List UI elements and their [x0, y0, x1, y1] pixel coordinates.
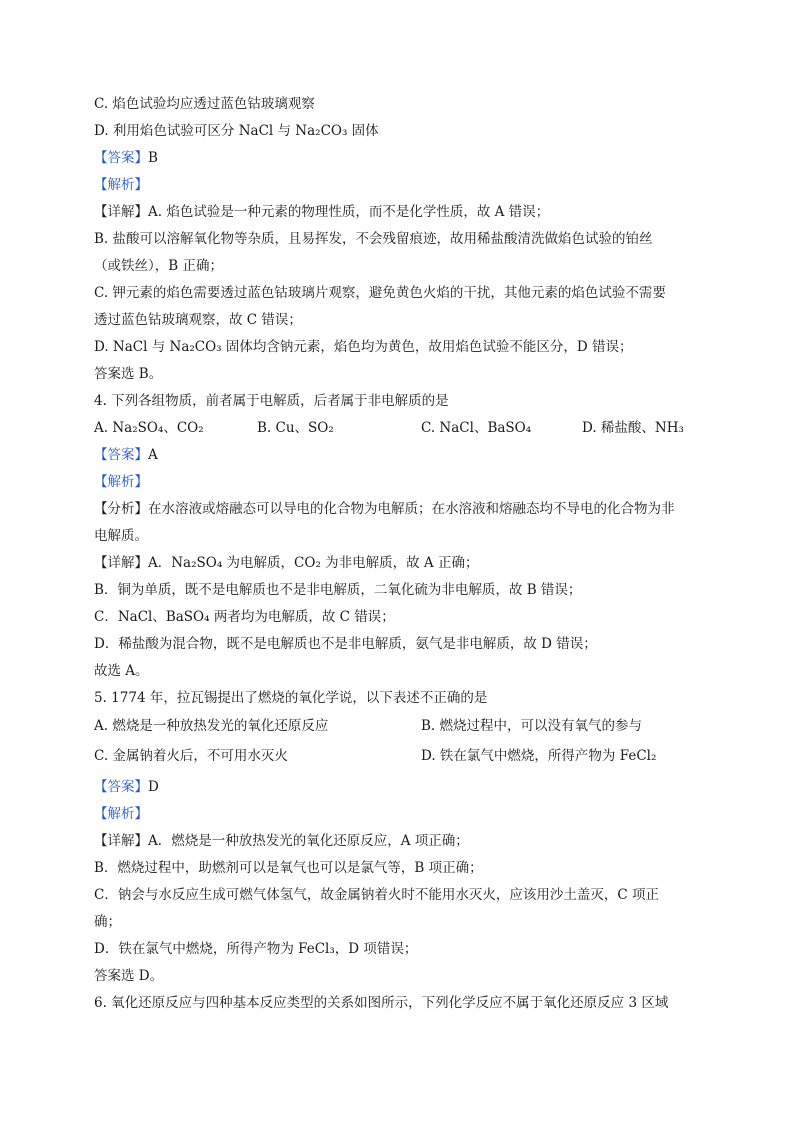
q4-option-c: C. NaCl、BaSO₄	[421, 420, 532, 436]
answer-value: B	[148, 150, 158, 166]
detail-text: A. 焰色试验是一种元素的物理性质，而不是化学性质，故 A 错误；	[148, 204, 550, 220]
q4-stem: 4. 下列各组物质，前者属于电解质，后者属于非电解质的是	[94, 393, 449, 409]
answer-value: A	[148, 447, 158, 463]
q5-stem: 5. 1774 年，拉瓦锡提出了燃烧的氧化学说，以下表述不正确的是	[94, 690, 488, 706]
q5-detail-1	[94, 831, 469, 851]
q4-option-d: D. 稀盐酸、NH₃	[582, 420, 684, 436]
q5-answer	[94, 777, 159, 797]
q5-detail-3: C．钠会与水反应生成可燃气体氢气，故金属钠着火时不能用水灭火，应该用沙土盖灭，C 项正	[94, 887, 659, 903]
q4-analysis-tag: 【解析】	[94, 474, 148, 490]
q5-option-c: C. 金属钠着火后，不可用水灭火	[94, 748, 288, 764]
q5-detail-2: B．燃烧过程中，助燃剂可以是氧气也可以是氯气等，B 项正确；	[94, 860, 483, 876]
q4-answer	[94, 445, 158, 465]
q4-option-b: B. Cu、SO₂	[257, 420, 334, 436]
detail-text: A．燃烧是一种放热发光的氧化还原反应，A 项正确；	[148, 833, 469, 849]
q6-stem: 6. 氧化还原反应与四种基本反应类型的关系如图所示，下列化学反应不属于氧化还原反应 3 区域	[94, 995, 669, 1011]
q5-option-d: D. 铁在氯气中燃烧，所得产物为 FeCl₂	[421, 748, 657, 764]
q4-detail-2: B．铜为单质，既不是电解质也不是非电解质，二氧化硫为非电解质，故 B 错误；	[94, 582, 582, 598]
detail-tag: 【详解】	[94, 204, 148, 220]
q3-answer	[94, 148, 158, 168]
answer-value: D	[148, 779, 159, 795]
q4-choose: 故选 A。	[94, 663, 149, 679]
q4-detail-3: C．NaCl、BaSO₄ 两者均为电解质，故 C 错误；	[94, 609, 395, 625]
detail-tag: 【详解】	[94, 555, 148, 571]
q3-choose: 答案选 B。	[94, 366, 163, 382]
q3-analysis-tag: 【解析】	[94, 177, 148, 193]
q4-option-a: A. Na₂SO₄、CO₂	[94, 420, 204, 436]
q3-detail-1	[94, 202, 549, 222]
analyze-text: 在水溶液或熔融态可以导电的化合物为电解质；在水溶液和熔融态均不导电的化合物为非	[148, 501, 675, 517]
q4-analyze-1	[94, 499, 675, 519]
q3-detail-5: 透过蓝色钴玻璃观察，故 C 错误；	[94, 312, 302, 328]
q4-detail-4: D．稀盐酸为混合物，既不是电解质也不是非电解质，氨气是非电解质，故 D 错误；	[94, 636, 597, 652]
q3-detail-6: D. NaCl 与 Na₂CO₃ 固体均含钠元素，焰色均为黄色，故用焰色试验不能区分，D 错误；	[94, 339, 633, 355]
q5-option-b: B. 燃烧过程中，可以没有氧气的参与	[421, 718, 643, 734]
answer-tag: 【答案】	[94, 447, 148, 463]
q5-choose: 答案选 D。	[94, 968, 164, 984]
q5-analysis-tag: 【解析】	[94, 806, 148, 822]
q4-analyze-2: 电解质。	[94, 528, 148, 544]
q3-detail-4: C. 钾元素的焰色需要透过蓝色钴玻璃片观察，避免黄色火焰的干扰，其他元素的焰色试验不需要	[94, 285, 666, 301]
q3-option-d: D. 利用焰色试验可区分 NaCl 与 Na₂CO₃ 固体	[94, 123, 379, 139]
q5-detail-4: 确；	[94, 914, 121, 930]
q3-detail-2: B. 盐酸可以溶解氧化物等杂质，且易挥发，不会残留痕迹，故用稀盐酸清洗做焰色试验的铂丝	[94, 231, 653, 247]
q3-option-c: C. 焰色试验均应透过蓝色钴玻璃观察	[94, 96, 315, 112]
answer-tag: 【答案】	[94, 150, 148, 166]
analyze-tag: 【分析】	[94, 501, 148, 517]
q5-option-a: A. 燃烧是一种放热发光的氧化还原反应	[94, 718, 329, 734]
answer-tag: 【答案】	[94, 779, 148, 795]
q4-detail-1	[94, 553, 478, 573]
detail-text: A．Na₂SO₄ 为电解质，CO₂ 为非电解质，故 A 正确；	[148, 555, 479, 571]
detail-tag: 【详解】	[94, 833, 148, 849]
q5-detail-5: D．铁在氯气中燃烧，所得产物为 FeCl₃，D 项错误；	[94, 941, 418, 957]
q3-detail-3: （或铁丝），B 正确；	[94, 258, 223, 274]
